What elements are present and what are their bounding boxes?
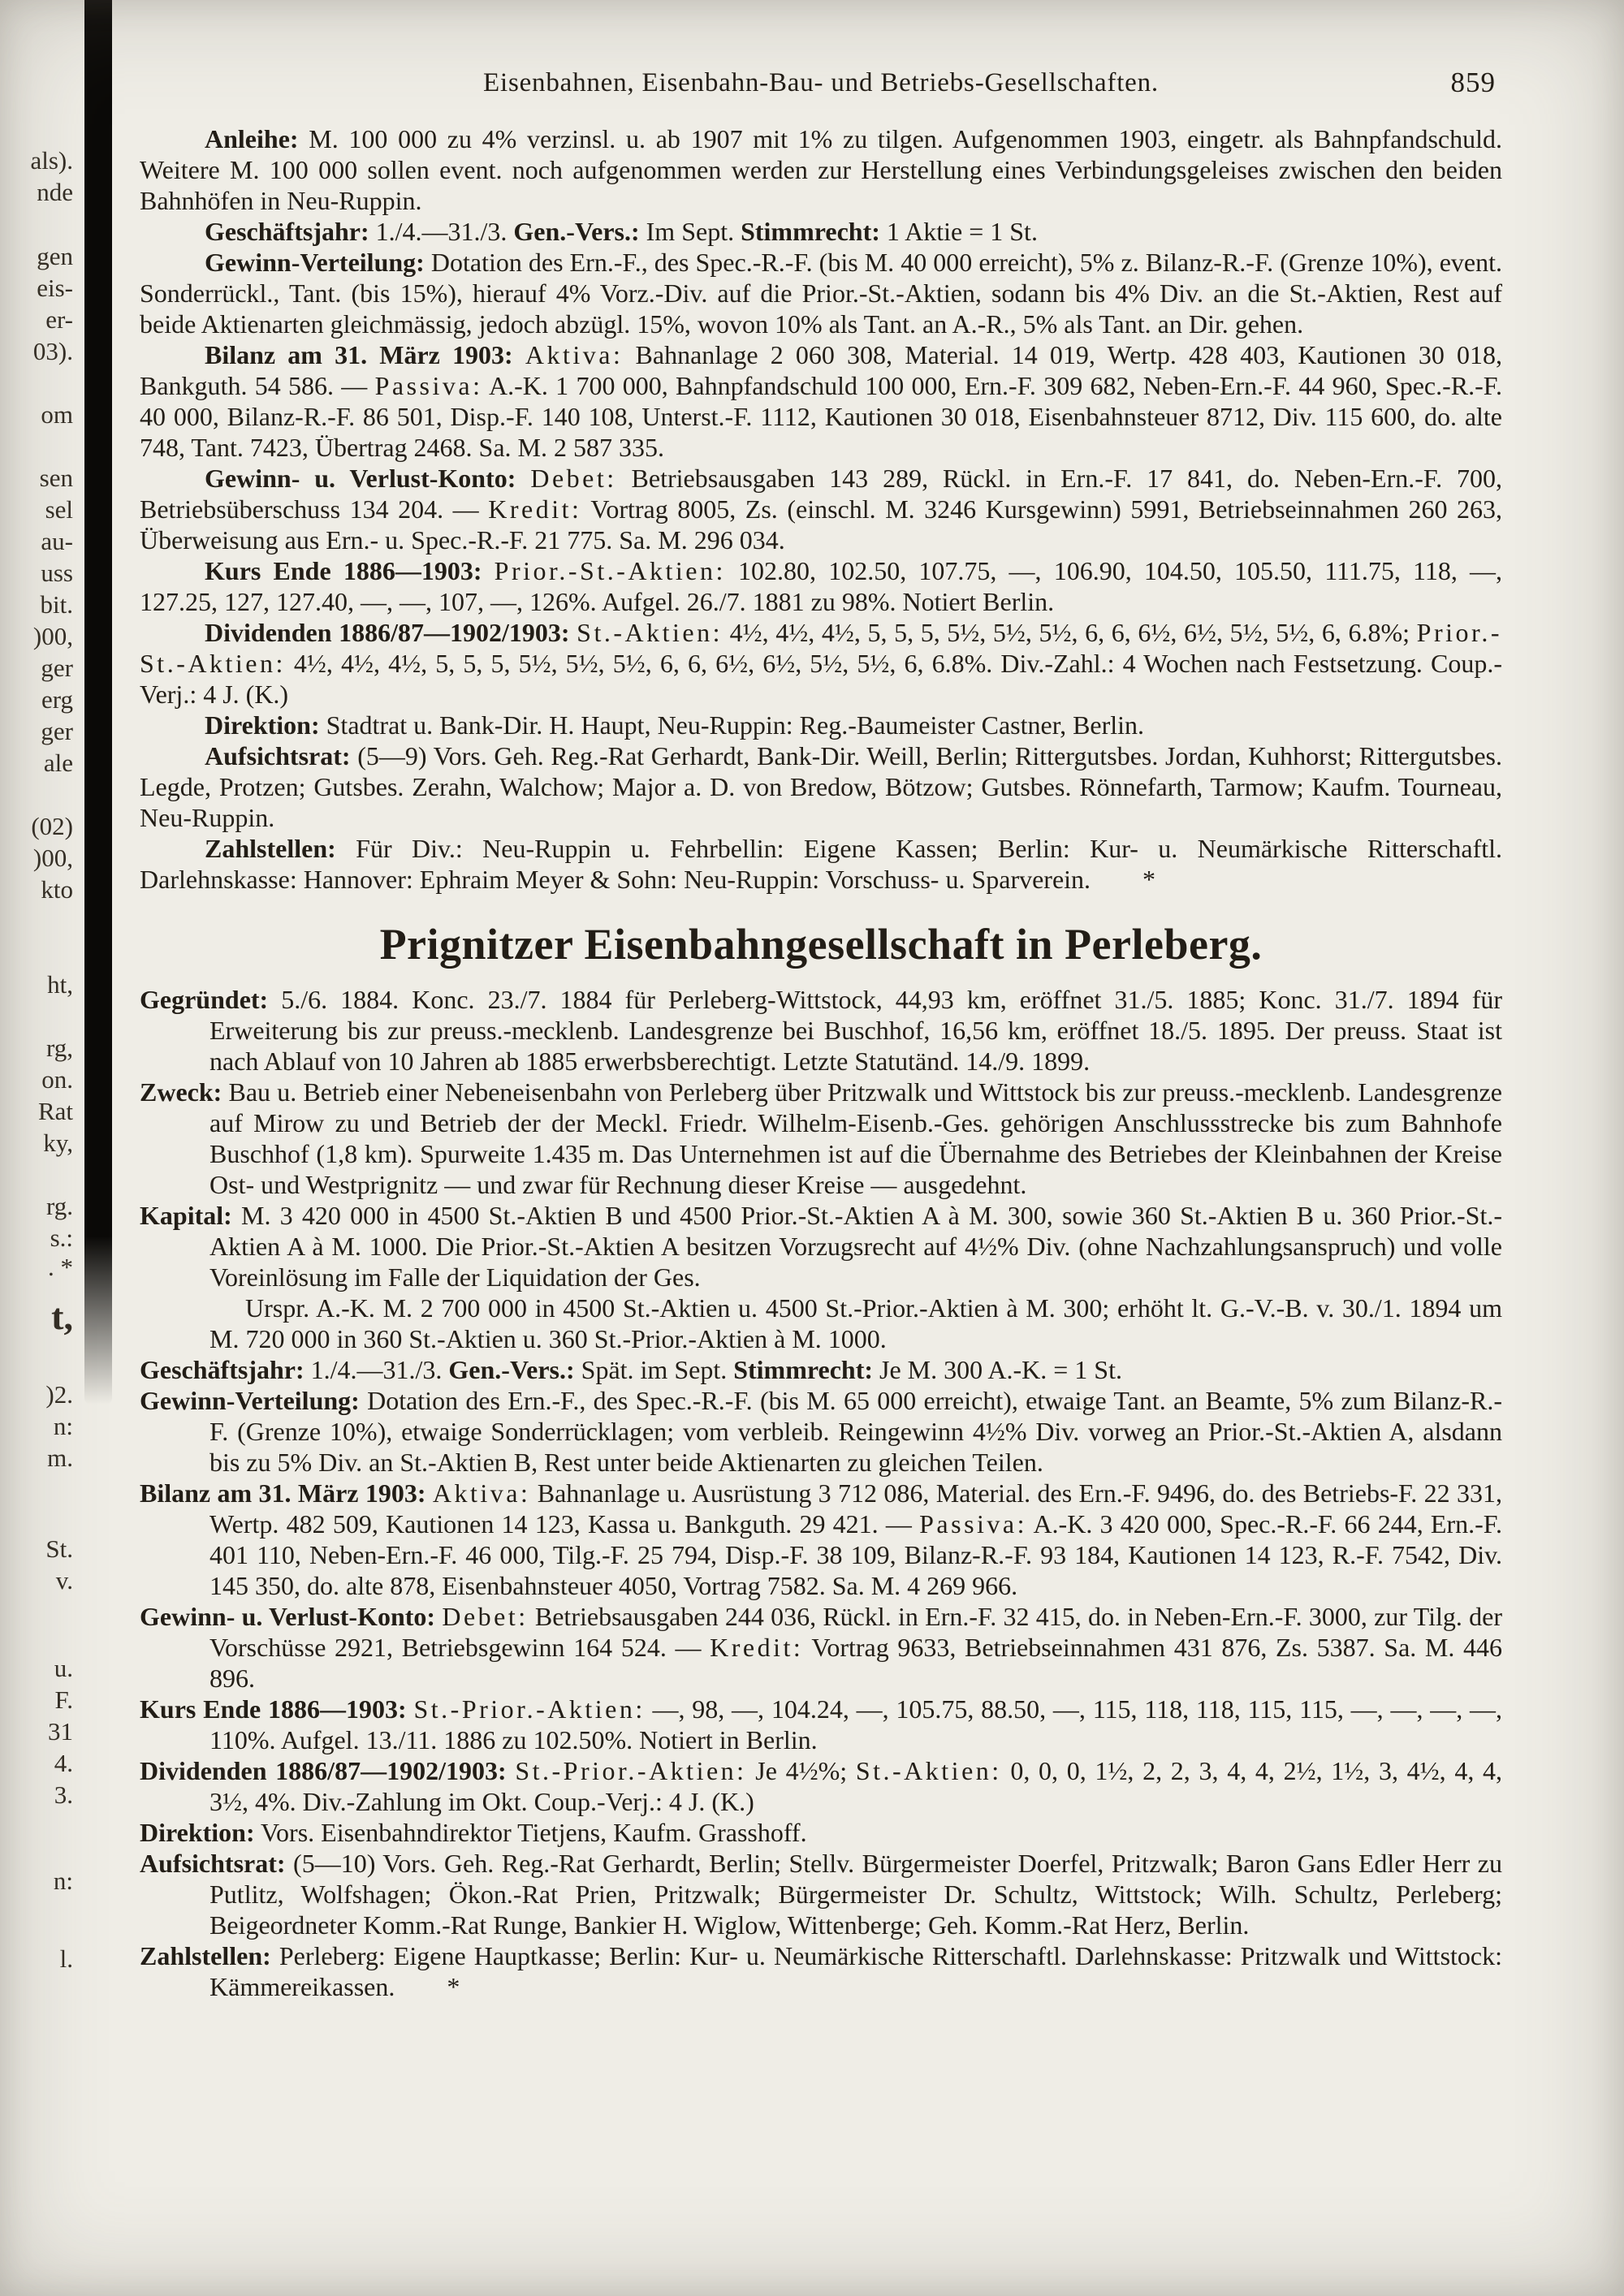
paragraph [140,1940,1502,2002]
margin-fragment: s.: [50,1224,73,1252]
paragraph-text: Vortrag 8005, Zs. (einschl. M. 3246 Kursgewinn) 5991, Betriebseinnahmen 260 263, Überweisung aus Ern.- u. Spec.-R.-F. 21 775. Sa. M. 296 034. [140,494,1503,555]
running-header [140,68,1502,98]
margin-fragment: u. [54,1654,73,1682]
margin-fragment: sel [45,495,73,524]
paragraph-text: Stadtrat u. Bank-Dir. H. Haupt, Neu-Ruppin: Reg.-Baumeister Castner, Berlin. [319,710,1145,740]
paragraph [140,1601,1502,1694]
paragraph-text: 1./4.—31./3. [304,1355,449,1384]
margin-fragment: t, [51,1296,73,1337]
paragraph-label: Zahlstellen: [140,1941,271,1970]
margin-fragment: om [41,400,73,429]
margin-fragment: nde [37,178,73,206]
paragraph [140,833,1502,895]
spaced-term: Prior.-St.-Aktien: [494,556,726,585]
spaced-term: St.-Prior.-Aktien: [413,1694,646,1724]
paragraph [140,710,1502,740]
paragraph-text: 5./6. 1884. Konc. 23./7. 1884 für Perleberg-Wittstock, 44,93 km, eröffnet 31./5. 1885; Konc. 31./7. 1894 für Erweiterung bis zur preuss.-mecklenb. Landesgrenze bei Buschhof, 16,56 km, eröffnet 18./5. 1895. Der preuss. Staat ist nach Ablauf von 10 Jahren ab 1885 erwerbsberechtigt. Letzte Statutänd. 14./9. 1899. [209,985,1502,1076]
paragraph-text [570,618,577,647]
paragraph-text: Dotation des Ern.-F., des Spec.-R.-F. (bis M. 65 000 erreicht), etwaige Tant. an Beamte, 5% zum Bilanz-R.-F. (Grenze 10%), etwaige Sonderrücklagen; vom verbleib. Reingewinn 4½% Div. vorweg an Prior.-St.-Aktien A, alsdann bis zu 5% Div. an St.-Aktien B, Rest unter beide Aktienarten zu gleichen Teilen. [209,1386,1502,1477]
paragraph-label: Anleihe: [205,124,299,153]
paragraph-label: Gewinn- u. Verlust-Konto: [205,464,516,493]
margin-fragment: )00, [32,844,73,872]
paragraph-text: Vortrag 9633, Betriebseinnahmen 431 876, Zs. 5387. Sa. M. 446 896. [209,1633,1503,1693]
margin-fragment: uss [41,559,73,587]
paragraph-label: Bilanz am 31. März 1903: [140,1478,426,1508]
paragraph-text: 4½, 4½, 4½, 5, 5, 5, 5½, 5½, 5½, 6, 6, 6½, 6½, 5½, 5½, 6, 6.8%; [723,618,1417,647]
paragraph-label: Kurs Ende 1886—1903: [205,556,482,585]
paragraph-label: Geschäftsjahr: [205,217,369,246]
paragraph-label: Kurs Ende 1886—1903: [140,1694,407,1724]
spaced-term: St.-Aktien: [855,1756,1002,1785]
margin-fragment: 4. [54,1749,73,1777]
paragraph-text: Im Sept. [639,217,741,246]
paragraph-text: Je M. 300 A.-K. = 1 St. [873,1355,1122,1384]
margin-fragments [0,0,78,2296]
margin-fragment: m. [47,1444,73,1472]
paragraph [140,1077,1502,1200]
paragraph-label: Aufsichtsrat: [140,1849,286,1878]
margin-fragment: rg. [45,1192,73,1220]
paragraph-label: Dividenden 1886/87—1902/1903: [205,618,570,647]
paragraph-text: Perleberg: Eigene Hauptkasse; Berlin: Kur- u. Neumärkische Ritterschaftl. Darlehnskasse: Pritzwalk und Wittstock: Kämmereikassen. * [209,1941,1502,2001]
paragraph [140,1755,1502,1817]
paragraph-text: Bau u. Betrieb einer Nebeneisenbahn von Perleberg über Pritzwalk und Wittstock bis zur preuss.-mecklenb. Landesgrenze auf Mirow zu und Betrieb der der Meckl. Friedr. Wilhelm-Eisenb.-Ges. gehörigen Anschlussstrecke bis zum Bahnhofe Buschhof (1,8 km). Spurweite 1.435 m. Das Unternehmen ist auf die Übernahme des Betriebes der Kleinbahnen der Kreise Ost- und Westprignitz — und zwar für Rechnung dieser Kreise — ausgedehnt. [209,1077,1502,1199]
margin-fragment: ale [43,749,73,777]
margin-fragment: ger [41,717,73,745]
paragraph-label: Gewinn- u. Verlust-Konto: [140,1602,436,1631]
spaced-term: Debet: [442,1602,529,1631]
paragraph [140,1817,1502,1848]
paragraph-text: 0, 0, 0, 1½, 2, 2, 3, 4, 4, 2½, 1½, 3, 4½, 4, 4, 3½, 4%. Div.-Zahlung im Okt. Coup.-Verj.: 4 J. (K.) [209,1756,1503,1816]
margin-fragment: eis- [37,274,73,302]
paragraph-label: Direktion: [140,1818,255,1847]
paragraph-label: Bilanz am 31. März 1903: [205,340,513,369]
paragraph [140,1694,1502,1755]
paragraph-label: Gewinn-Verteilung: [205,248,425,277]
paragraph-text: (5—9) Vors. Geh. Reg.-Rat Gerhardt, Bank-Dir. Weill, Berlin; Rittergutsbes. Jordan, Kuhhorst; Rittergutsbes. Legde, Protzen; Gutsbes. Zerahn, Walchow; Major a. D. von Bredow, Bötzow; Gutsbes. Rönnefarth, Tarmow; Kaufm. Tourneau, Neu-Ruppin. [140,741,1502,832]
entry-1-paragraphs [140,123,1502,895]
paragraph-label: Gewinn-Verteilung: [140,1386,360,1415]
margin-fragment: . * [48,1253,73,1281]
paragraph-label: Direktion: [205,710,320,740]
main-text-column [140,123,1502,2002]
spaced-term: Debet: [530,464,617,493]
spaced-term: Passiva: [374,371,483,400]
spaced-term: Aktiva: [525,340,624,369]
spine-shadow-bar [84,0,112,1405]
margin-fragment: Rat [37,1097,73,1125]
paragraph-text [513,340,525,369]
paragraph-text: Bahnanlage 2 060 308, Material. 14 019, Wertp. 428 403, Kautionen 30 018, Bankguth. 54 586. — [140,340,1503,400]
paragraph-text: (5—10) Vors. Geh. Reg.-Rat Gerhardt, Berlin; Stellv. Bürgermeister Doerfel, Pritzwalk; Baron Gans Edler Herr zu Putlitz, Wolfshagen; Ökon.-Rat Prien, Pritzwalk; Bürgermeister Dr. Schultz, Wittstock; Wilh. Schultz, Perleberg; Beigeordneter Komm.-Rat Runge, Bankier H. Wiglow, Wittenberge; Geh. Komm.-Rat Herz, Berlin. [209,1849,1502,1940]
paragraph-text: M. 100 000 zu 4% verzinsl. u. ab 1907 mit 1% zu tilgen. Aufgenommen 1903, eingetr. als Bahnpfandschuld. Weitere M. 100 000 sollen event. noch aufgenommen werden zur Herstellung eines Verbindungsgeleises zwischen den beiden Bahnhöfen in Neu-Ruppin. [140,124,1502,215]
margin-fragment: sen [39,464,73,492]
paragraph-text: 102.80, 102.50, 107.75, —, 106.90, 104.50, 105.50, 111.75, 118, —, 127.25, 127, 127.40, —, —, 107, —, 126%. Aufgel. 26./7. 1881 zu 98%. Notiert Berlin. [140,556,1503,616]
paragraph [140,1200,1502,1293]
margin-fragment: St. [45,1534,73,1563]
margin-fragment: v. [55,1566,73,1595]
margin-fragment: F. [54,1685,73,1714]
paragraph-text [482,556,494,585]
margin-fragment: gen [37,242,73,270]
paragraph-text: A.-K. 1 700 000, Bahnpfandschuld 100 000, Ern.-F. 309 682, Neben-Ern.-F. 44 960, Spec.-R.-F. 40 000, Bilanz-R.-F. 86 501, Disp.-F. 140 108, Unterst.-F. 1112, Kautionen 30 018, Eisenbahnsteuer 8712, Div. 115 600, do. alte 748, Tant. 7423, Übertrag 2468. Sa. M. 2 587 335. [140,371,1503,462]
margin-fragment: n: [53,1867,73,1895]
paragraph-text: M. 3 420 000 in 4500 St.-Aktien B und 4500 Prior.-St.-Aktien A à M. 300, sowie 360 St.-Aktien B u. 360 Prior.-St.-Aktien A à M. 1000. Die Prior.-St.-Aktien A besitzen Vorzugsrecht auf 4½% Div. (ohne Nachzahlungsanspruch) und volle Voreinlösung im Falle der Liquidation der Ges. [209,1201,1502,1292]
margin-fragment: (02) [31,812,73,840]
margin-fragment: ger [41,654,73,682]
paragraph-label: Zweck: [140,1077,222,1107]
margin-fragment: 3. [54,1780,73,1809]
spaced-term: Kredit: [488,494,582,524]
spaced-term: Kredit: [710,1633,804,1662]
paragraph [140,1478,1502,1601]
page-number: 859 [1450,67,1496,98]
paragraph-label: Gen.-Vers.: [448,1355,575,1384]
paragraph-text [507,1756,516,1785]
paragraph-text [426,1478,433,1508]
paragraph-text: Spät. im Sept. [574,1355,734,1384]
paragraph [140,247,1502,339]
spaced-term: Passiva: [919,1509,1027,1539]
paragraph [140,617,1502,710]
section-heading: Prignitzer Eisenbahngesellschaft in Perleberg. [379,920,1263,969]
paragraph-label: Stimmrecht: [733,1355,873,1384]
spaced-term: Aktiva: [432,1478,531,1508]
paragraph-text: 4½, 4½, 4½, 5, 5, 5, 5½, 5½, 5½, 6, 6, 6½, 6½, 5½, 5½, 6, 6.8%. Div.-Zahl.: 4 Wochen nach Festsetzung. Coup.-Verj.: 4 J. (K.) [140,649,1502,709]
spaced-term: St.-Aktien: [577,618,723,647]
margin-fragment: erg [41,685,73,714]
paragraph-label: Gegründet: [140,985,269,1014]
paragraph-text: Für Div.: Neu-Ruppin u. Fehrbellin: Eigene Kassen; Berlin: Kur- u. Neumärkische Ritterschaftl. Darlehnskasse: Hannover: Ephraim Meyer & Sohn: Neu-Ruppin: Vorschuss- u. Sparverein. * [140,834,1502,894]
paragraph-label: Geschäftsjahr: [140,1355,304,1384]
margin-fragment: au- [41,527,73,555]
spaced-term: Prior.-St.-Aktien: [140,618,1503,678]
margin-fragment: 31 [48,1717,73,1746]
margin-fragment: on. [41,1065,73,1094]
paragraph-text: Betriebsausgaben 244 036, Rückl. in Ern.-F. 32 415, do. in Neben-Ern.-F. 3000, zur Tilg. der Vorschüsse 2921, Betriebsgewinn 164 524. — [209,1602,1503,1662]
paragraph [140,1293,1502,1354]
paragraph [140,463,1502,555]
paragraph-label: Aufsichtsrat: [205,741,351,770]
margin-fragment: er- [45,305,73,334]
paragraph-text: 1./4.—31./3. [369,217,514,246]
paragraph-text: Vors. Eisenbahndirektor Tietjens, Kaufm. Grasshoff. [254,1818,807,1847]
margin-fragment: n: [53,1412,73,1440]
paragraph [140,1848,1502,1940]
margin-fragment: bit. [40,590,73,619]
margin-fragment: rg, [45,1034,73,1062]
paragraph-text: Dotation des Ern.-F., des Spec.-R.-F. (bis M. 40 000 erreicht), 5% z. Bilanz-R.-F. (Grenze 10%), event. Sonderrückl., Tant. (bis 15%), hierauf 4% Vorz.-Div. auf die Prior.-St.-Aktien, sodann bis 4% Div. an die St.-Aktien, Rest auf beide Aktienarten gleichmässig, jedoch abzügl. 15%, wovon 10% als Tant. an A.-R., 5% als Tant. an Dir. gehen. [140,248,1502,339]
paragraph [140,555,1502,617]
paragraph [140,339,1502,463]
paragraph-text: Je 4½%; [746,1756,856,1785]
entry-2-paragraphs [140,984,1502,2002]
paragraph-text: 1 Aktie = 1 St. [879,217,1038,246]
paragraph [140,123,1502,216]
margin-fragment: )2. [45,1380,73,1409]
margin-fragment: als). [30,146,73,175]
spaced-term: St.-Prior.-Aktien: [515,1756,747,1785]
margin-fragment: l. [59,1944,73,1973]
paragraph [140,1385,1502,1478]
paragraph-label: Kapital: [140,1201,232,1230]
paragraph [140,1354,1502,1385]
paragraph [140,984,1502,1077]
paragraph-label: Gen.-Vers.: [513,217,640,246]
running-header-title: Eisenbahnen, Eisenbahn-Bau- und Betriebs-Gesellschaften. [483,68,1159,97]
paragraph-label: Stimmrecht: [741,217,880,246]
margin-fragment: ht, [47,970,73,999]
paragraph-text: —, 98, —, 104.24, —, 105.75, 88.50, —, 115, 118, 118, 115, 115, —, —, —, —, 110%. Aufgel. 13./11. 1886 zu 102.50%. Notiert in Berlin. [209,1694,1503,1754]
margin-fragment: ky, [43,1129,73,1157]
margin-fragment: kto [41,875,73,904]
paragraph-text: Urspr. A.-K. M. 2 700 000 in 4500 St.-Aktien u. 4500 St.-Prior.-Aktien à M. 300; erhöht lt. G.-V.-B. v. 30./1. 1894 um M. 720 000 in 360 St.-Aktien u. 360 St.-Prior.-Aktien à M. 1000. [209,1293,1502,1353]
paragraph-label: Zahlstellen: [205,834,336,863]
paragraph-text: Bahnanlage u. Ausrüstung 3 712 086, Material. des Ern.-F. 9496, do. des Betriebs-F. 22 331, Wertp. 482 509, Kautionen 14 123, Kassa u. Bankguth. 29 421. — [209,1478,1503,1539]
margin-fragment: )00, [32,622,73,650]
paragraph [140,216,1502,247]
margin-fragment: 03). [32,337,73,365]
paragraph [140,740,1502,833]
paragraph-text: Betriebsausgaben 143 289, Rückl. in Ern.-F. 17 841, do. Neben-Ern.-F. 700, Betriebsüberschuss 134 204. — [140,464,1503,524]
paragraph-label: Dividenden 1886/87—1902/1903: [140,1756,507,1785]
paragraph-text [516,464,530,493]
paragraph-text: A.-K. 3 420 000, Spec.-R.-F. 66 244, Ern.-F. 401 110, Neben-Ern.-F. 46 000, Tilg.-F. 25 794, Disp.-F. 38 109, Bilanz-R.-F. 93 184, Kautionen 14 123, R.-F. 7542, Div. 145 350, do. alte 878, Eisenbahnsteuer 4050, Vortrag 7582. Sa. M. 4 269 966. [209,1509,1503,1600]
